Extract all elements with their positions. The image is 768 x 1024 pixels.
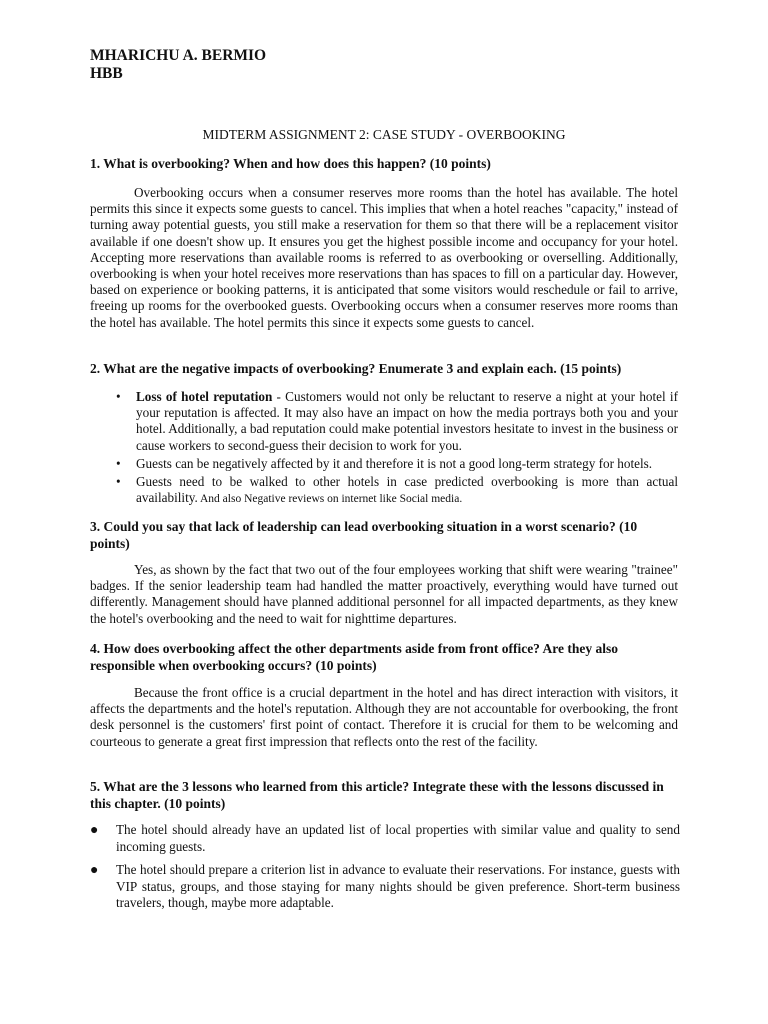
document-title: MIDTERM ASSIGNMENT 2: CASE STUDY - OVERBOOKING [202,127,566,142]
list-item-bold: Loss of hotel reputation [136,389,273,404]
list-item-text: The hotel should prepare a criterion list in advance to evaluate their reservations. For instance, guests with VIP status, groups, and those staying for many nights should be given preference. Short-term business travelers, though, maybe more adaptable. [116,862,680,910]
list-item [90,862,680,912]
author-name: MHARICHU A. BERMIO [90,47,267,64]
question-5: 5. What are the 3 lessons who learned from this article? Integrate these with the lessons discussed in this chapter. (10 points) [90,779,664,811]
answer-4: Because the front office is a crucial department in the hotel and has direct interaction with visitors, it affects the departments and the hotel's reputation. Although they are not accountable for overbooking, the front desk personnel is the customers' first point of contact. Therefore it is crucial for them to be welcoming and courteous to generate a great first impression that reflects onto the rest of the facility. [90,685,678,749]
list-item-text: Guests need to be walked to other hotels in case predicted overbooking is more than actual availability. [136,474,678,506]
list-item-text: - Customers would not only be reluctant to reserve a night at your hotel if your reputation is affected. It may also have an impact on how the media portrays both you and your hotel. Additionally, a bad reputation could make potential investors hesitate to invest in the business or cause workers to second-guess their decision to work for you. [136,389,678,453]
question-3: 3. Could you say that lack of leadership can lead overbooking situation in a worst scenario? (10 points) [90,519,638,551]
bullet-icon: ● [90,863,99,878]
list-item [116,389,678,454]
answer-3: Yes, as shown by the fact that two out of the four employees working that shift were wearing "trainee" badges. If the senior leadership team had handled the matter proactively, everything would have turned out differently. Management should have planned additional personnel for all impacted departments, as they knew the hotel's overbooking and the need to wait for nighttime departures. [90,562,678,626]
bullet-icon: ● [90,823,99,838]
question-2: 2. What are the negative impacts of overbooking? Enumerate 3 and explain each. (15 points) [90,361,622,376]
author-course: HBB [90,65,123,82]
bullet-icon: • [116,474,121,490]
answer-2-list [116,389,678,509]
list-item-extra: And also Negative reviews on internet like Social media. [197,493,463,506]
bullet-icon: • [116,455,121,471]
list-item-text: The hotel should already have an updated list of local properties with similar value and quality to send incoming guests. [116,822,680,854]
list-item-text: Guests can be negatively affected by it and therefore it is not a good long-term strategy for hotels. [136,455,653,471]
bullet-icon: • [116,389,121,404]
author-header [90,47,266,83]
list-item [116,474,678,507]
question-4: 4. How does overbooking affect the other departments aside from front office? Are they also responsible when overbooking occurs? (10 points) [90,641,619,673]
answer-5-list [90,822,680,912]
question-1: 1. What is overbooking? When and how does this happen? (10 points) [90,156,491,171]
list-item [90,822,680,855]
answer-1: Overbooking occurs when a consumer reserves more rooms than the hotel has available. The hotel permits this since it expects some guests to cancel. This implies that when a hotel reaches "capacity," instead of turning away potential guests, you still make a reservation for them so that there will be a replacement visitor available if one doesn't show up. It ensures you get the highest possible income and occupancy for your hotel. Accepting more reservations than available rooms is referred to as overbooking or overselling. Additionally, overbooking is when your hotel receives more reservations than has spaces to fill on a particular day. However, based on experience or booking patterns, it is anticipated that some visitors would reschedule or fail to arrive, freeing up rooms for the overbooked guests. Overbooking occurs when a consumer reserves more rooms than the hotel has available. The hotel permits this since it expects some guests to cancel. [90,185,678,330]
list-item [116,456,678,472]
